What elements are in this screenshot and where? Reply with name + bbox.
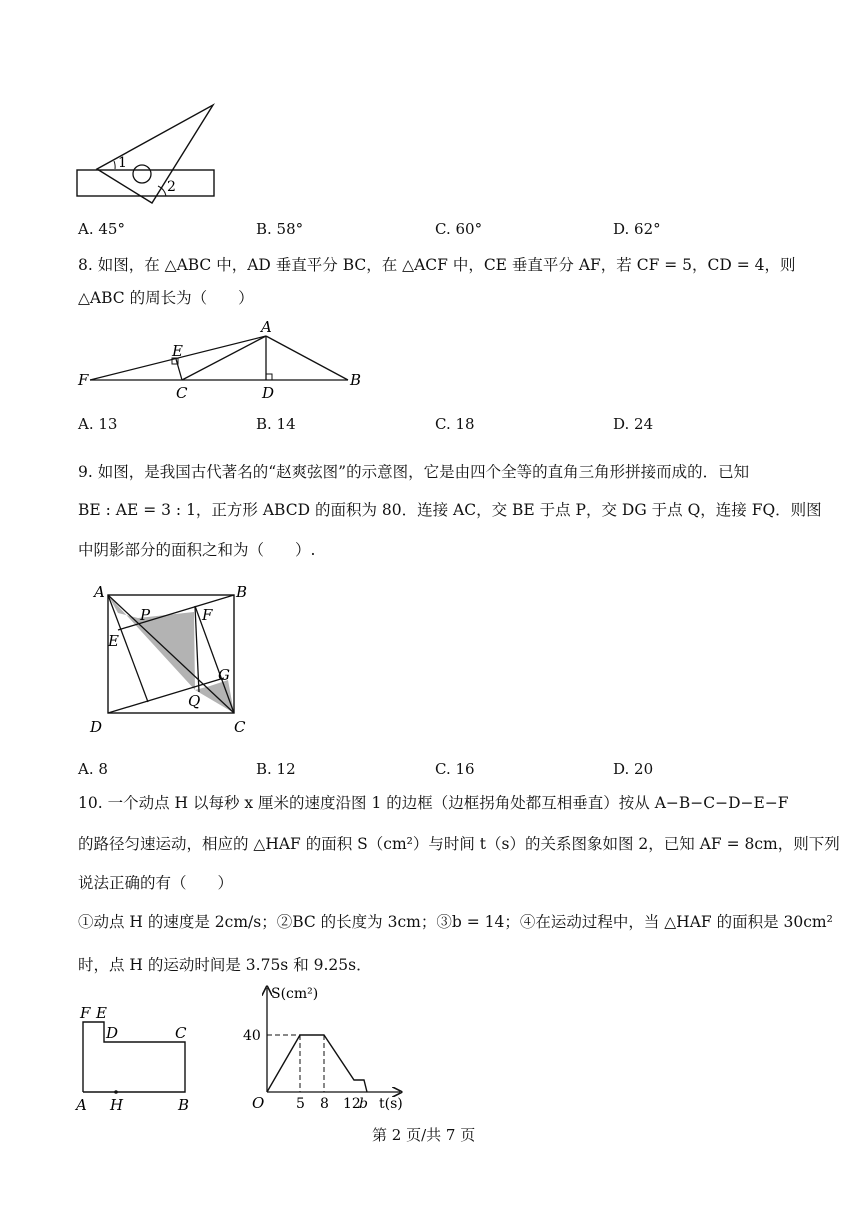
q9-option-d: D. 20 [613, 760, 654, 778]
q8-option-b: B. 14 [256, 415, 296, 433]
page-number: 第 2 页/共 7 页 [372, 1126, 476, 1144]
right-angle-D [266, 374, 272, 380]
q8-figure [76, 318, 376, 408]
q9-stem-line1: 9. 如图，是我国古代著名的“赵爽弦图”的示意图，它是由四个全等的直角三角形拼接而成的．已知 [78, 463, 750, 481]
label-B: B [178, 1096, 190, 1114]
label-A: A [94, 583, 105, 601]
label-40: 40 [243, 1028, 261, 1044]
q10-figure-1 [72, 1004, 202, 1114]
label-8: 8 [320, 1096, 329, 1112]
label-C: C [234, 718, 246, 736]
label-A: A [261, 318, 272, 336]
line-AB [266, 336, 348, 380]
q7-figure [70, 98, 230, 208]
q8-option-d: D. 24 [613, 415, 654, 433]
point-H-dot [114, 1090, 118, 1094]
angle-2-label: 2 [167, 179, 176, 195]
angle-1-arc [114, 161, 115, 169]
label-b: b [359, 1096, 368, 1112]
frame-path [83, 1022, 185, 1092]
label-O: O [252, 1094, 265, 1112]
label-D: D [262, 384, 275, 402]
label-Q: Q [188, 692, 201, 710]
q7-option-b: B. 58° [256, 220, 304, 238]
q8-option-a: A. 13 [78, 415, 118, 433]
q7-option-c: C. 60° [435, 220, 483, 238]
label-D: D [90, 718, 103, 736]
label-F: F [80, 1004, 91, 1022]
label-S: S(cm²) [271, 986, 319, 1002]
q9-option-c: C. 16 [435, 760, 475, 778]
q10-stem-line3: 说法正确的有（ ） [78, 874, 234, 892]
q10-statements-line1: ①动点 H 的速度是 2cm/s；②BC 的长度为 3cm；③b = 14；④在运动过程中，当 △HAF 的面积是 30cm² [78, 913, 833, 931]
label-B: B [236, 583, 248, 601]
q8-stem-line2: △ABC 的周长为（ ） [78, 289, 254, 307]
q8-stem-line1: 8. 如图，在 △ABC 中，AD 垂直平分 BC，在 △ACF 中，CE 垂直平分 AF，若 CF = 5，CD = 4，则 [78, 256, 796, 274]
label-P: P [140, 606, 151, 624]
label-D: D [106, 1024, 119, 1042]
label-E: E [172, 342, 183, 360]
label-5: 5 [296, 1096, 305, 1112]
q7-option-a: A. 45° [78, 220, 125, 238]
label-E: E [96, 1004, 107, 1022]
q10-stem-line2: 的路径匀速运动，相应的 △HAF 的面积 S（cm²）与时间 t（s）的关系图象如图 2，已知 AF = 8cm，则下列 [78, 835, 840, 853]
graph-line [267, 1035, 367, 1092]
q10-statements-line2: 时，点 H 的运动时间是 3.75s 和 9.25s． [78, 956, 372, 974]
ruler-rect [77, 170, 214, 196]
label-C: C [176, 384, 188, 402]
q10-figure-2 [240, 980, 420, 1120]
q9-stem-line2: BE : AE = 3 : 1，正方形 ABCD 的面积为 80．连接 AC，交 BE 于点 P，交 DG 于点 Q，连接 FQ．则图 [78, 501, 822, 519]
set-square-hole [133, 165, 151, 183]
label-12: 12 [343, 1096, 361, 1112]
set-square-triangle [97, 105, 213, 203]
line-CE [176, 359, 182, 380]
label-F: F [202, 606, 213, 624]
shaded-triangle-upper [108, 595, 195, 690]
label-C: C [175, 1024, 187, 1042]
line-AC [182, 336, 266, 380]
q9-option-b: B. 12 [256, 760, 296, 778]
label-B: B [350, 371, 362, 389]
q9-option-a: A. 8 [78, 760, 108, 778]
q7-option-d: D. 62° [613, 220, 661, 238]
label-G: G [218, 666, 230, 684]
label-t: t(s) [379, 1096, 403, 1112]
line-AC [108, 595, 234, 713]
label-H: H [110, 1096, 124, 1114]
q9-stem-line3: 中阴影部分的面积之和为（ ）. [78, 541, 316, 559]
label-F: F [78, 371, 89, 389]
angle-1-label: 1 [118, 155, 127, 171]
q10-stem-line1: 10. 一个动点 H 以每秒 x 厘米的速度沿图 1 的边框（边框拐角处都互相垂直）按从 A−B−C−D−E−F [78, 794, 789, 812]
label-A: A [76, 1096, 87, 1114]
q9-figure [88, 580, 258, 740]
label-E: E [108, 632, 119, 650]
q8-option-c: C. 18 [435, 415, 475, 433]
